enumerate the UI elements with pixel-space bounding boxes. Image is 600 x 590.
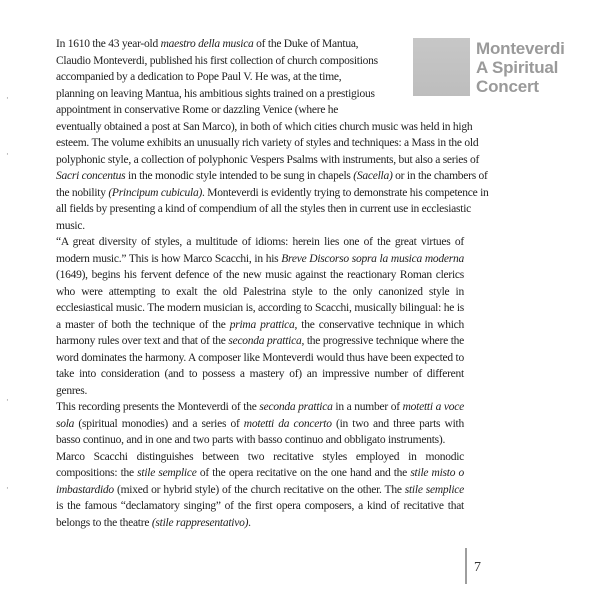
- p2-italic-2: prima prattica: [229, 318, 295, 331]
- p4-italic-2: stile misto o imbastardido: [56, 467, 464, 496]
- margin-speck-1: ·: [6, 94, 9, 104]
- p2-italic-3: seconda prattica: [228, 335, 302, 348]
- margin-speck-4: ·: [6, 484, 9, 494]
- p2-text-1: “A great diversity of styles, a multitude of idioms: herein lies one of the great virtues of modern music.” This is how Marco Scacchi, in his: [56, 236, 464, 265]
- p2-text-3: , the conservative technique in which harmony rules over text and that of the: [56, 318, 464, 348]
- paragraph-2: [56, 234, 464, 399]
- p1-text-4: or in the chambers of the nobility: [56, 170, 488, 199]
- p1-italic-3: (Sacella): [353, 170, 393, 183]
- p4-italic-4: (stile rappresentativo): [151, 516, 249, 529]
- p4-text-4: is the famous “declamatory singing” of the first opera composers, a kind of recitative that belongs to the theatre: [56, 500, 464, 529]
- p2-italic-1: Breve Discorso sopra la musica moderna: [281, 252, 464, 265]
- p1-italic-2: Sacri concentus: [56, 170, 126, 183]
- paragraph-1: [56, 36, 500, 234]
- p2-text-2: (1649), begins his fervent defence of the new music against the reactionary Roman clerics who were attempting to exalt the old Palestrina style to the only canonized style in ecclesiastical music. The modern musician is, according to Scacchi, musically bilingual: he is a master of both the technique of the: [56, 269, 464, 331]
- page-number-rule: [465, 548, 467, 584]
- p4-text-3: (mixed or hybrid style) of the church recitative on the other. The: [113, 483, 405, 496]
- p4-text-5: .: [248, 516, 251, 529]
- p1-text-5: . Monteverdi is evidently trying to demonstrate his competence in all fields by presenting a kind of compendium of all the styles then in current use in ecclesiastic music.: [56, 186, 489, 232]
- title-line-2: A Spiritual: [476, 58, 559, 77]
- p4-italic-1: stile semplice: [137, 467, 197, 480]
- p1-text-1: In 1610 the 43 year-old: [56, 38, 161, 50]
- p3-text-4: (in two and three parts with basso continuo, and in one and two parts with basso continuo and obbligato instruments).: [56, 417, 464, 447]
- title-line-1: Monteverdi: [476, 39, 565, 58]
- page-number: 7: [474, 560, 481, 575]
- p4-text-1: Marco Scacchi distinguishes between two recitative styles employed in monodic compositions: the: [56, 450, 464, 480]
- body-text: [56, 36, 489, 531]
- p1-italic-4: (Principum cubicula): [108, 186, 203, 199]
- margin-speck-3: ·: [6, 396, 9, 406]
- paragraph-4: [56, 449, 464, 532]
- p3-text-1: This recording presents the Monteverdi of the: [56, 401, 260, 414]
- p1-italic-1: maestro della musica: [160, 38, 254, 50]
- paragraph-3: [56, 399, 464, 449]
- p3-text-3: (spiritual monodies) and a series of: [74, 417, 244, 430]
- p3-italic-3: motetti da concerto: [243, 417, 332, 430]
- p1-text-2: of the Duke of Mantua, Claudio Monteverdi, published his first collection of church compositions accompanied by a dedication to Pope Paul V. He was, at the time, planning on leaving Mantua, his ambitious sights trained on a prestigious appointment in conservative Rome or dazzling Venice (where he eventually obtained a post at San Marco), in both of which cities church music was held in high esteem. The volume exhibits an unusually rich variety of styles and techniques: a Mass in the old polyphonic style, a collection of polyphonic Vespers Psalms with instruments, but also a series of: [56, 38, 480, 166]
- p1-text-3: in the monodic style intended to be sung in chapels: [125, 170, 354, 183]
- p4-italic-3: stile semplice: [404, 483, 464, 496]
- p3-italic-1: seconda prattica: [259, 401, 333, 414]
- p3-text-2: in a number of: [332, 401, 403, 414]
- margin-speck-2: ·: [6, 150, 9, 160]
- title-line-3: Concert: [476, 77, 539, 96]
- p4-text-2: of the opera recitative on the one hand and the: [196, 467, 411, 480]
- p2-text-4: , the progressive technique where the word dominates the harmony. A composer like Monteverdi would thus have been expected to take into consideration (and to possess a mastery of) an impressive number of different genres.: [56, 335, 465, 397]
- p3-italic-2: motetti a voce sola: [56, 401, 464, 430]
- title-wrap-space: [380, 36, 500, 106]
